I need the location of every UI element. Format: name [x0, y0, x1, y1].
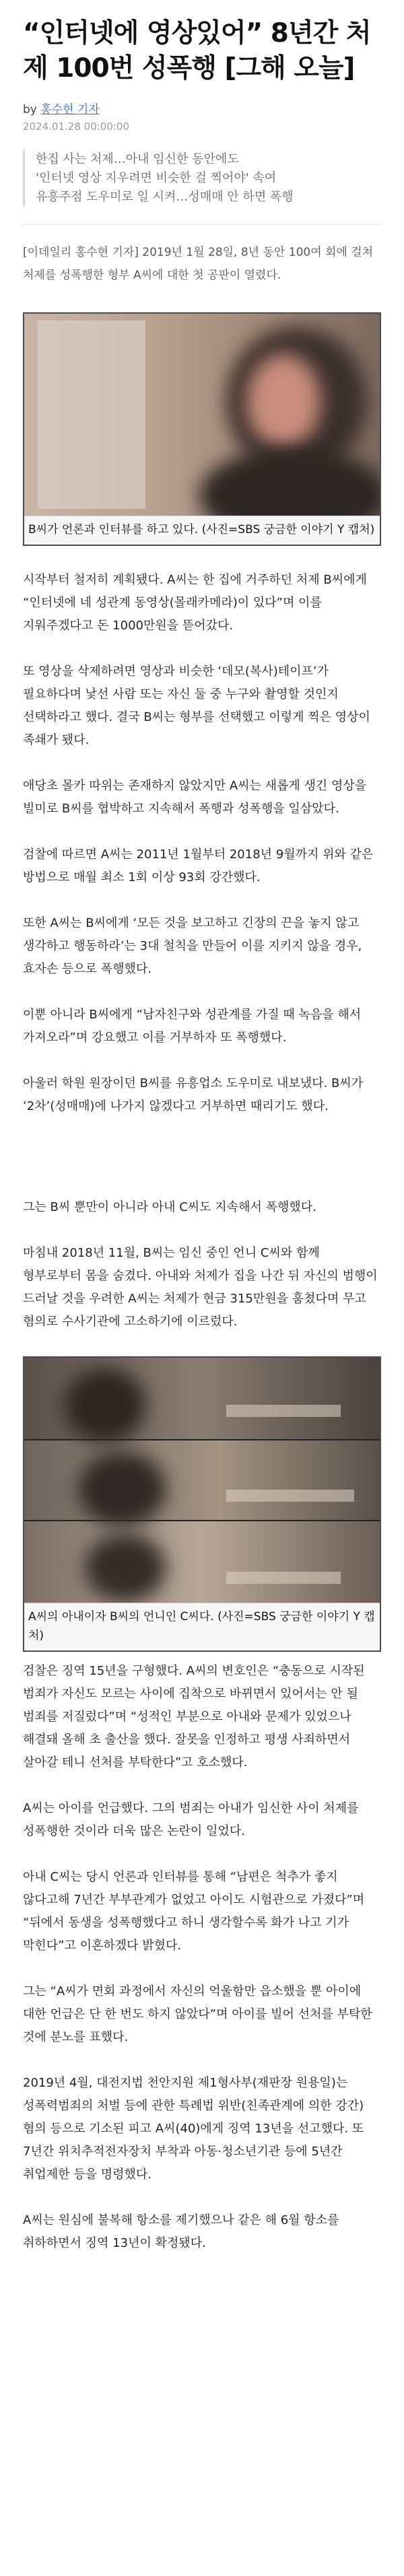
body-paragraph: 그는 B씨 뿐만이 아니라 아내 C씨도 지속해서 폭행했다.	[23, 1200, 316, 1214]
reporter-link[interactable]: 홍수현 기자	[40, 103, 100, 116]
body-paragraph: A씨는 아이를 언급했다. 그의 범죄는 아내가 임신한 사이 처제를 성폭행한 것이라 더욱 많은 논란이 일었다.	[23, 1801, 359, 1838]
body-paragraph: 그는 “A씨가 면회 과정에서 자신의 억울함만 읍소했을 뿐 아이에 대한 언급은 단 한 번도 하지 않았다”며 아이를 빌어 선처를 부탁한 것에 분노를 표했다.	[23, 1984, 372, 2044]
figure-caption: B씨가 언론과 인터뷰를 하고 있다. (사진=SBS 궁금한 이야기 Y 캡처)	[24, 516, 380, 545]
divider	[23, 224, 381, 225]
figure-wife	[23, 1356, 381, 1652]
body-paragraph: 또 영상을 삭제하려면 영상과 비슷한 ‘데모(복사)테이프’가 필요하다며 낯선 사람 또는 자신 둘 중 누구와 촬영할 것인지 선택하라고 했다. 결국 B씨는 형부를 선택했고 이렇게 찍은 영상이 족쇄가 됐다.	[23, 664, 370, 747]
summary-line: 한집 사는 처제…아내 임신한 동안에도	[36, 152, 239, 166]
body-paragraph: 2019년 4월, 대전지법 천안지원 제1형사부(재판장 원용일)는 성폭력범죄의 처벌 등에 관한 특례법 위반(친족관계에 의한 강간) 혐의 등으로 기소된 피고 A씨(40)에게 징역 13년을 선고했다. 또 7년간 위치추적전자장치 부착과 아동·청소년기관 등에 5년간 취업제한 등을 명령했다.	[23, 2076, 364, 2182]
body-paragraph: 아울러 학원 원장이던 B씨를 유흥업소 도우미로 내보냈다. B씨가 ‘2차’(성매매)에 나가지 않겠다고 거부하면 때리기도 했다.	[23, 1076, 364, 1113]
article-title: “인터넷에 영상있어” 8년간 처제 100번 성폭행 [그해 오늘]	[23, 18, 371, 83]
body-paragraph: 검찰은 징역 15년을 구형했다. A씨의 변호인은 “충동으로 시작된 범죄가 자신도 모르는 사이에 집착으로 바뀌면서 있어서는 안 될 범죄를 저질렀다”며 “성적인 부분으로 아내와 문제가 있었으나 해결돼 올해 초 출산을 했다. 잘못을 인정하고 평생 사죄하면서 살아갈 테니 선처를 부탁한다”고 호소했다.	[23, 1664, 365, 1770]
body-paragraph: 시작부터 철저히 계획됐다. A씨는 한 집에 거주하던 처제 B씨에게 “인터넷에 네 성관계 동영상(몰래카메라)이 있다”며 이를 지워주겠다고 돈 1000만원을 뜯어갔다.	[23, 573, 367, 633]
article-summary	[23, 150, 381, 207]
figure-interview	[23, 312, 381, 546]
lead-paragraph: [이데일리 홍수현 기자] 2019년 1월 28일, 8년 동안 100여 회에 걸쳐 처제를 성폭행한 형부 A씨에 대한 첫 공판이 열렸다.	[23, 246, 374, 282]
body-paragraph: A씨는 원심에 불복해 항소를 제기했으나 같은 해 6월 항소를 취하하면서 징역 13년이 확정됐다.	[23, 2213, 339, 2250]
publish-date: 2024.01.28 00:00:00	[23, 120, 130, 133]
byline	[23, 100, 381, 116]
body-paragraph: 검찰에 따르면 A씨는 2011년 1월부터 2018년 9월까지 위와 같은 방법으로 매월 최소 1회 이상 93회 강간했다.	[23, 847, 374, 884]
blurred-interview-photo	[24, 314, 380, 516]
summary-line: 유흥주점 도우미로 일 시켜…성매매 안 하면 폭행	[36, 190, 294, 204]
body-paragraph: 아내 C씨는 당시 언론과 인터뷰를 통해 “남편은 척추가 좋지 않다고해 7년간 부부관계가 없었고 아이도 시험관으로 가졌다”며 “뒤에서 동생을 성폭행했다고 하니 생각할수록 화가 나고 기가 막힌다”고 이혼하겠다 밝혔다.	[23, 1870, 365, 1953]
body-paragraph: 애당초 몰카 따위는 존재하지 않았지만 A씨는 새롭게 생긴 영상을 빌미로 B씨를 협박하고 지속해서 폭행과 성폭행을 일삼았다.	[23, 779, 367, 816]
byline-prefix: by	[23, 103, 37, 116]
tv-capture-montage	[24, 1358, 380, 1603]
summary-line: '인터넷 영상 지우려면 비슷한 걸 찍어야' 속여	[36, 171, 277, 185]
body-paragraph: 마침내 2018년 11월, B씨는 임신 중인 언니 C씨와 함께 형부로부터 몸을 숨겼다. 아내와 처제가 집을 나간 뒤 자신의 범행이 드러날 것을 우려한 A씨는 처제가 현금 315만원을 훔쳤다며 무고 혐의로 수사기관에 고소하기에 이르렀다.	[23, 1246, 378, 1329]
body-paragraph: 이뿐 아니라 B씨에게 “남자친구와 성관계를 가질 때 녹음을 해서 가져오라”며 강요했고 이를 거부하자 또 폭행했다.	[23, 1008, 362, 1045]
body-paragraph: 또한 A씨는 B씨에게 ‘모든 것을 보고하고 긴장의 끈을 놓지 않고 생각하고 행동하라’는 3대 철칙을 만들어 이를 지키지 않을 경우, 효자손 등으로 폭행했다.	[23, 916, 362, 976]
figure-caption: A씨의 아내이자 B씨의 언니인 C씨다. (사진=SBS 궁금한 이야기 Y 캡처)	[24, 1603, 380, 1650]
